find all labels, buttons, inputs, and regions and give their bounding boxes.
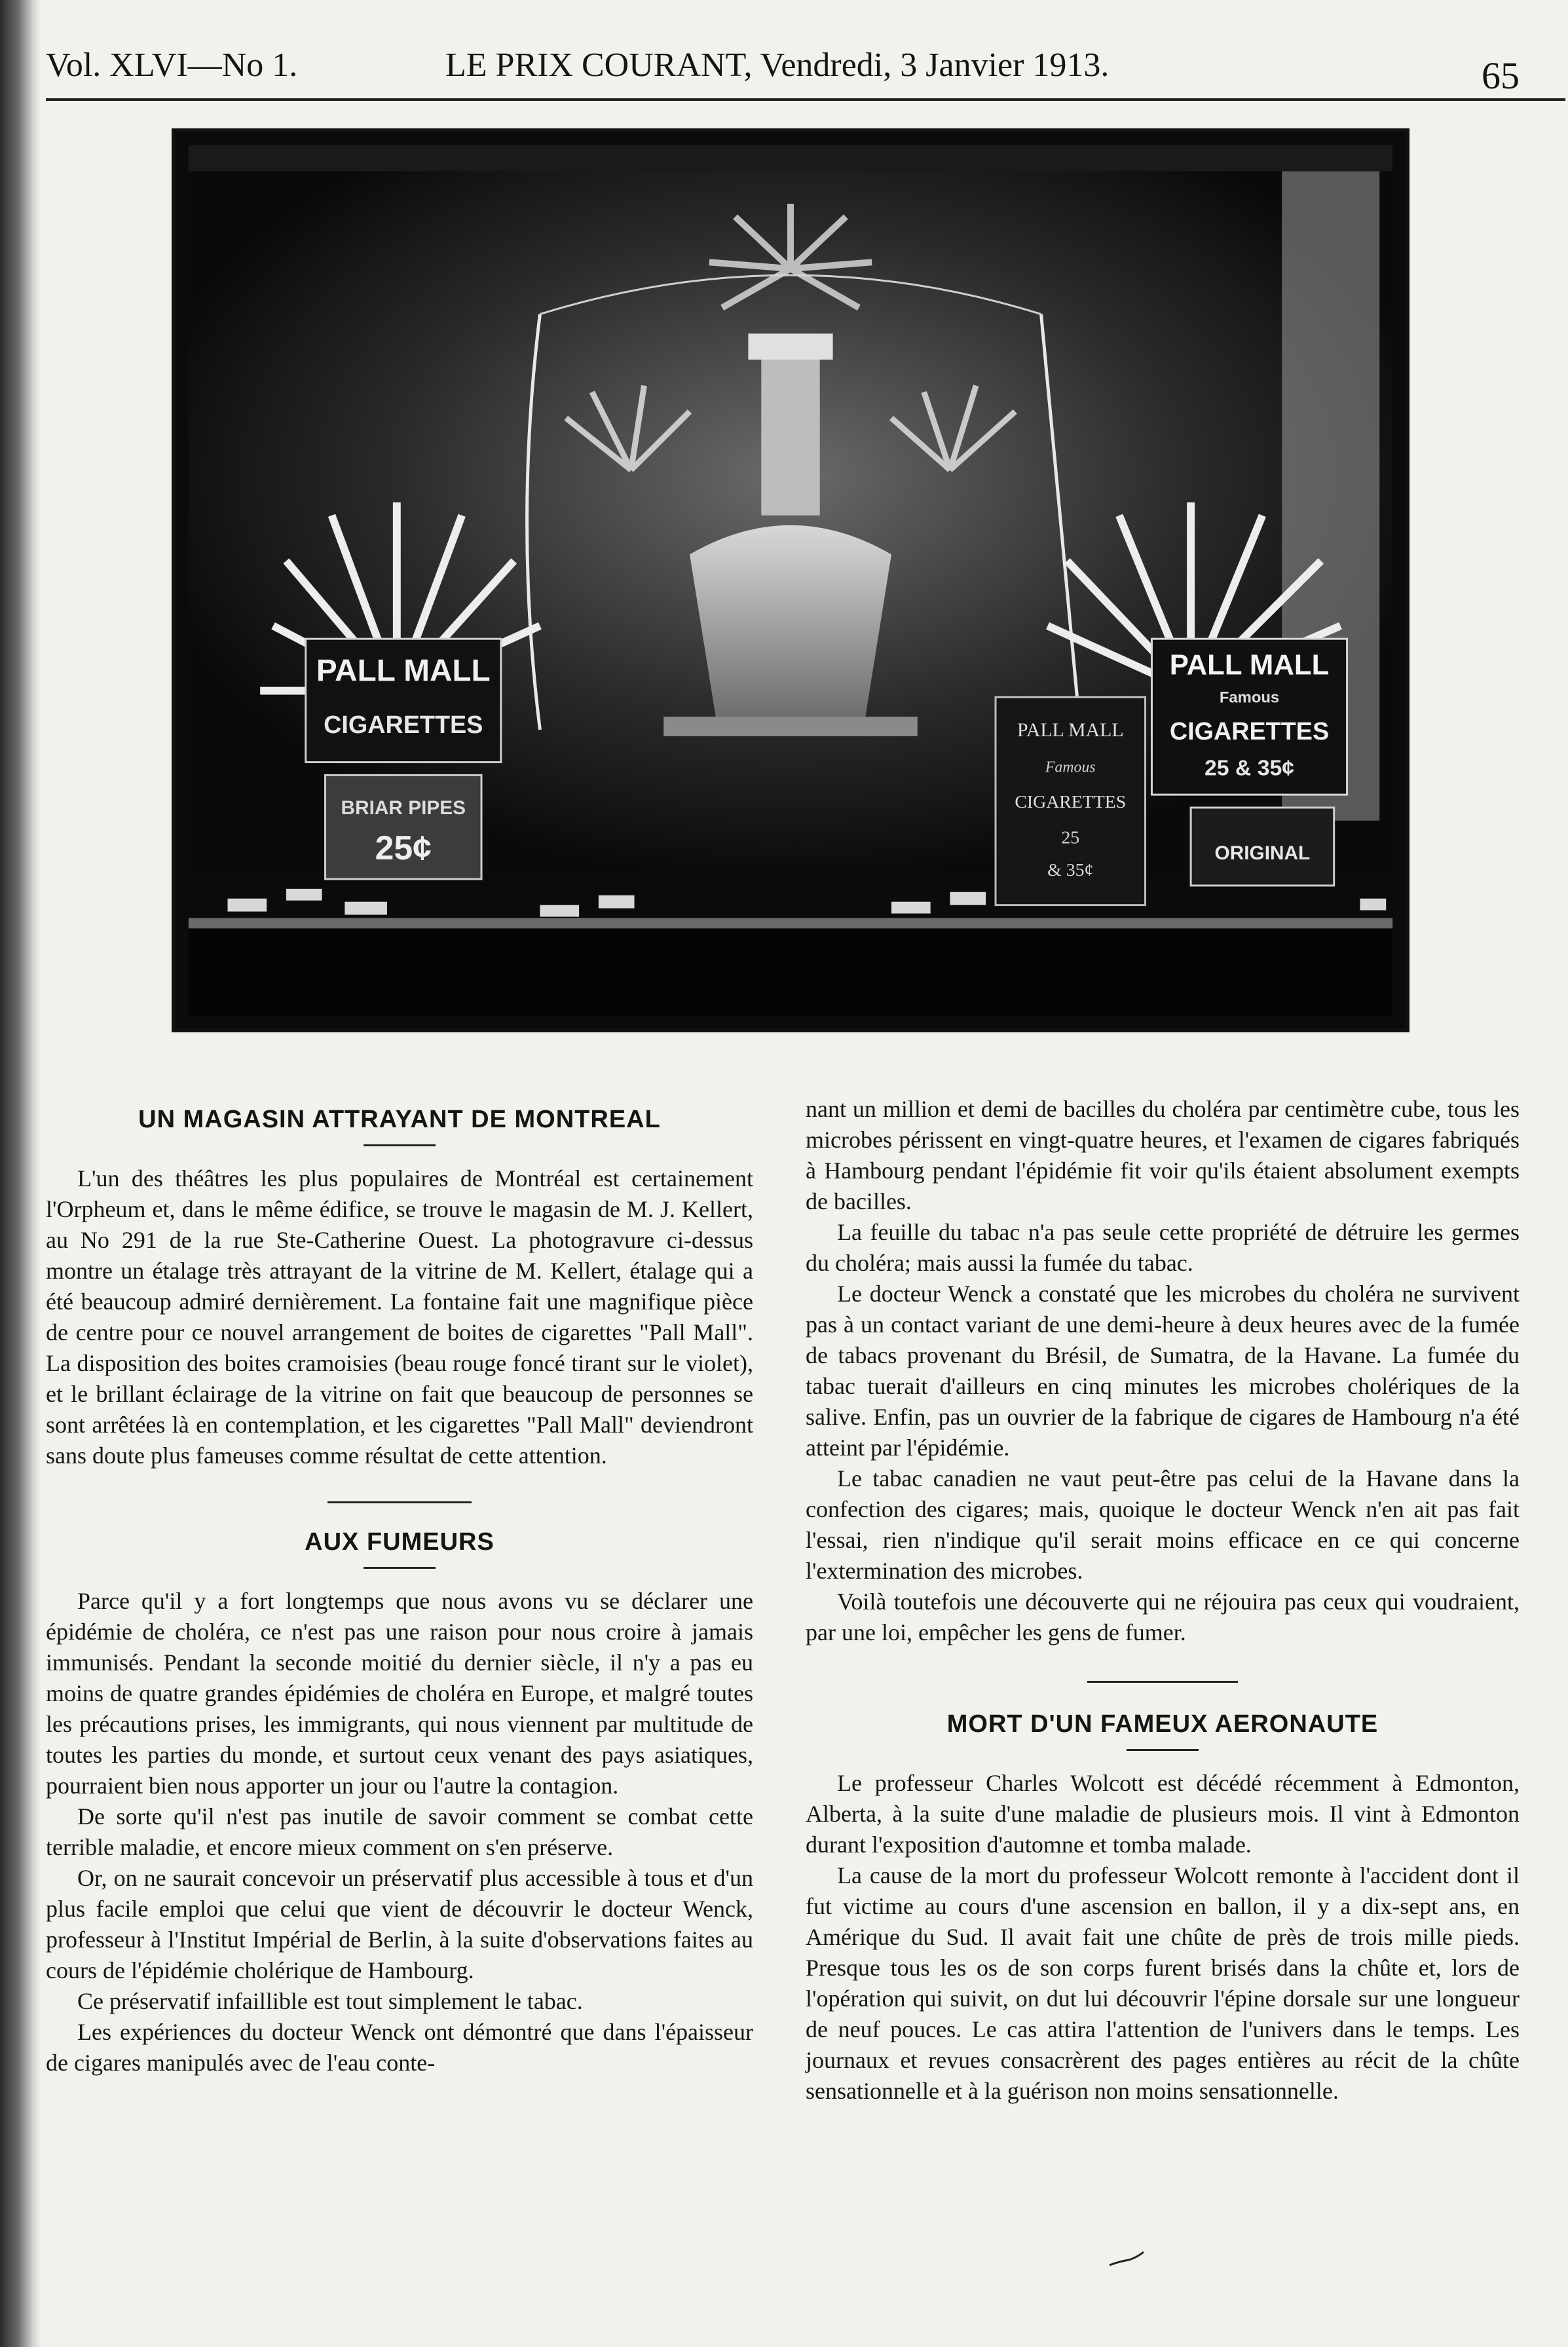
volume-label: Vol. XLVI—No 1.	[46, 47, 298, 84]
article2-paragraph: De sorte qu'il n'est pas inutile de savoir comment se combat cette terrible maladie, et encore mieux comment on s'en préserve.	[46, 1803, 753, 1860]
center-card-line5: & 35¢	[1047, 860, 1094, 881]
article-separator	[327, 1501, 472, 1503]
article2-paragraph: La feuille du tabac n'a pas seule cette propriété de détruire les germes du choléra; mais aussi la fumée du tabac.	[806, 1219, 1520, 1276]
article2-paragraph: Le tabac canadien ne vaut peut-être pas celui de la Havane dans la confection des cigares; mais, quoique le docteur Wenck n'en ait pas fait l'essai, rien n'indique qu'il serait moins efficace en ce qui concerne l'extermination des microbes.	[806, 1465, 1520, 1584]
shop-window-illustration	[176, 132, 1406, 1028]
page-number: 65	[1482, 54, 1520, 97]
page-binding-shadow	[0, 0, 41, 2347]
left-column	[46, 1094, 753, 2078]
article3-paragraph: Le professeur Charles Wolcott est décédé récemment à Edmonton, Alberta, à la suite d'une maladie de plusieurs mois. Il vint à Edmonton durant l'exposition d'automne et tomba malade.	[806, 1770, 1520, 1858]
left-card-text: BRIAR PIPES	[341, 797, 466, 819]
right-sign-line3: CIGARETTES	[1169, 717, 1330, 745]
right-sign-line2: Famous	[1219, 688, 1280, 707]
article2-title: AUX FUMEURS	[305, 1528, 495, 1556]
article2-paragraph: Les expériences du docteur Wenck ont démontré que dans l'épaisseur de cigares manipulés avec de l'eau conte-	[46, 2019, 753, 2076]
left-sign-line2: CIGARETTES	[324, 710, 483, 738]
left-sign-line1: PALL MALL	[316, 653, 491, 688]
end-flourish	[1107, 2249, 1146, 2269]
right-column	[806, 1094, 1520, 2107]
right-sign-line1: PALL MALL	[1169, 648, 1330, 681]
right-box-label: ORIGINAL	[1214, 842, 1311, 865]
right-sign-line4: 25 & 35¢	[1204, 755, 1295, 781]
article2-paragraph: Or, on ne saurait concevoir un préservatif plus accessible à tous et d'un plus facile emploi que celui que vient de découvrir le docteur Wenck, professeur à l'Institut Impérial de Berlin, à la suite d'observations faites au cours de l'épidémie cholérique de Hambourg.	[46, 1865, 753, 1983]
center-card-line3: CIGARETTES	[1015, 791, 1127, 812]
article2-title-rule	[364, 1567, 436, 1569]
center-card-line2: Famous	[1045, 759, 1096, 776]
article1-paragraph: L'un des théâtres les plus populaires de Montréal est certainement l'Orpheum et, dans le même édifice, se trouve le magasin de M. J. Kellert, au No 291 de la rue Ste-Catherine Ouest. La photogravure ci-dessus montre un étalage très attrayant de la vitrine de M. Kellert, étalage qui a été beaucoup admiré dernièrement. La fontaine fait une magnifique pièce de centre pour ce nouvel arrangement de boites de cigarettes "Pall Mall". La disposition des boites cramoisies (beau rouge foncé tirant sur le violet), et le brillant éclairage de la vitrine on fait que beaucoup de personnes se sont arrêtées là en contemplation, et les cigarettes "Pall Mall" deviendront sans doute plus fameuses comme résultat de cette attention.	[46, 1165, 753, 1469]
article-separator	[1087, 1681, 1238, 1683]
center-card-line1: PALL MALL	[1017, 719, 1124, 741]
article3-title: MORT D'UN FAMEUX AERONAUTE	[946, 1710, 1379, 1738]
article2-paragraph: Ce préservatif infaillible est tout simplement le tabac.	[77, 1988, 583, 2014]
article3-paragraph: La cause de la mort du professeur Wolcott remonte à l'accident dont il fut victime au cours d'une ascension en ballon, il y a dix-sept ans, en Amérique du Sud. Il avait fait une chûte de près de trois mille pieds. Presque tous les os de son corps furent brisés dans la chûte et, lors de l'opération qui suivit, on dut lui découvrir l'épine dorsale sur une longueur de neuf pouces. Le cas attira l'attention de l'univers dans le temps. Les journaux et revues consacrèrent des pages entières au récit de la chûte sensationnelle et à la guérison non moins sensationnelle.	[806, 1862, 1520, 2104]
article2-paragraph: Parce qu'il y a fort longtemps que nous avons vu se déclarer une épidémie de choléra, ce n'est pas une raison pour nous croire à jamais immunisés. Pendant la seconde moitié du dernier siècle, il n'y a pas eu moins de quatre grandes épidémies de choléra en Europe, et malgré toutes les précautions prises, les immigrants, qui nous viennent par multitude de toutes les parties du monde, et surtout ceux venant des pays asiatiques, pourraient bien nous apporter un jour ou l'autre la contagion.	[46, 1588, 753, 1799]
journal-title: LE PRIX COURANT, Vendredi, 3 Janvier 1913.	[445, 47, 1110, 84]
article1-title: UN MAGASIN ATTRAYANT DE MONTREAL	[138, 1106, 661, 1133]
header-rule	[46, 98, 1565, 101]
left-card-price: 25¢	[375, 829, 432, 867]
article2-paragraph: nant un million et demi de bacilles du choléra par centimètre cube, tous les microbes périssent en vingt-quatre heures, et l'examen de cigares fabriqués à Hambourg pendant l'épidémie fit voir qu'ils étaient absolument exempts de bacilles.	[806, 1096, 1520, 1214]
running-header	[46, 39, 1533, 105]
article3-title-rule	[1127, 1749, 1199, 1751]
article2-paragraph: Le docteur Wenck a constaté que les microbes du choléra ne survivent pas à un contact variant de une demi-heure à deux heures avec de la fumée de tabacs provenant du Brésil, de Sumatra, de la Havane. La fumée du tabac tuerait d'ailleurs en cinq minutes les microbes cholériques de la salive. Enfin, pas un ouvrier de la fabrique de cigares de Hambourg n'a été atteint par l'épidémie.	[806, 1281, 1520, 1461]
article1-title-rule	[364, 1144, 436, 1146]
center-card-line4: 25	[1061, 827, 1080, 848]
article2-paragraph: Voilà toutefois une découverte qui ne réjouira pas ceux qui voudraient, par une loi, empêcher les gens de fumer.	[806, 1588, 1520, 1645]
shop-window-photo	[172, 128, 1409, 1032]
